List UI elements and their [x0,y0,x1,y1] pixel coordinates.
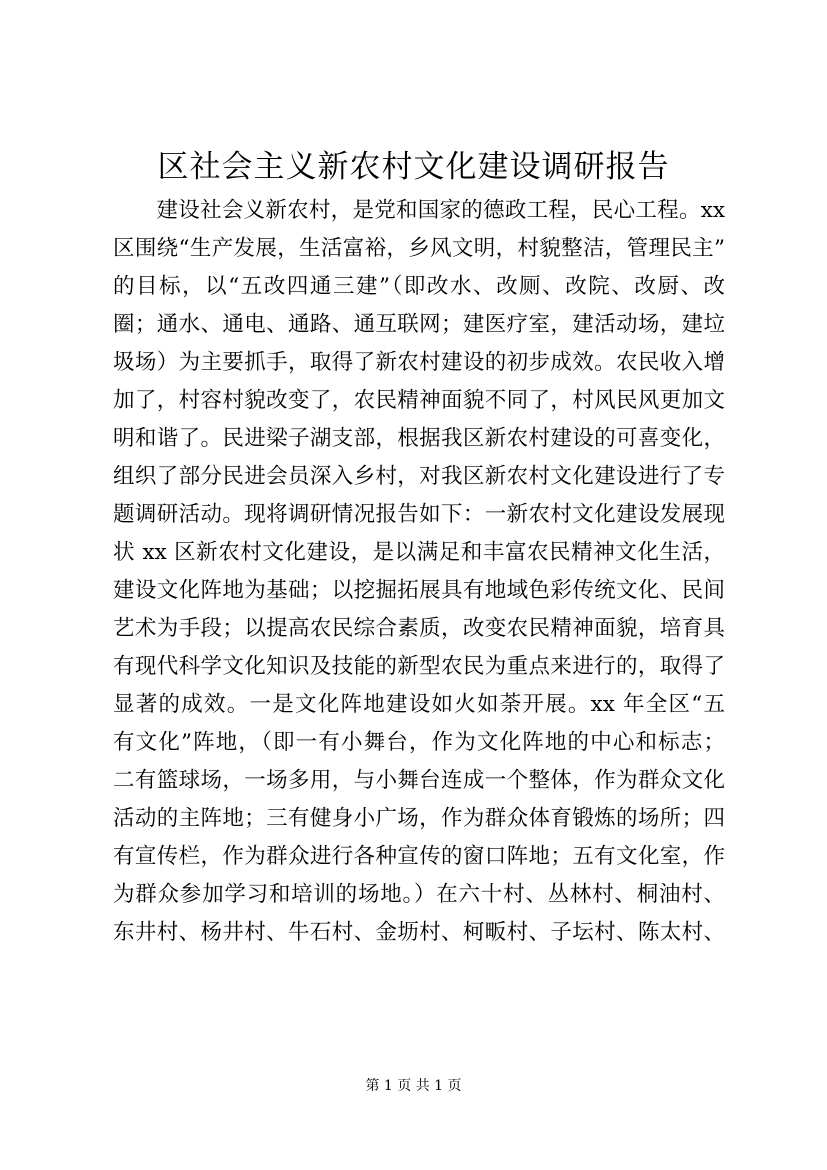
document-title: 区社会主义新农村文化建设调研报告 [157,149,670,185]
body-line-4: 圈；通水、通电、通路、通互联网；建医疗室，建活动场，建垃 [113,312,725,337]
body-line-6: 加了，村容村貌改变了，农民精神面貌不同了，村风民风更加文 [113,388,725,413]
body-line-13: 有现代科学文化知识及技能的新型农民为重点来进行的，取得了 [113,654,725,679]
document-body [113,192,725,952]
body-line-20: 东井村、杨井村、牛石村、金坜村、柯畈村、子坛村、陈太村、 [113,920,725,945]
body-line-3: 的目标，以“五改四通三建”（即改水、改厕、改院、改厨、改 [113,274,725,299]
body-line-8: 组织了部分民进会员深入乡村，对我区新农村文化建设进行了专 [113,464,725,489]
body-line-17: 活动的主阵地；三有健身小广场，作为群众体育锻炼的场所；四 [113,806,725,831]
body-line-16: 二有篮球场，一场多用，与小舞台连成一个整体，作为群众文化 [113,768,725,793]
page-footer: 第 1 页 共 1 页 [365,1078,462,1094]
body-line-9: 题调研活动。现将调研情况报告如下：一新农村文化建设发展现 [113,502,725,527]
body-line-12: 艺术为手段；以提高农民综合素质，改变农民精神面貌，培育具 [113,616,725,641]
body-line-18: 有宣传栏，作为群众进行各种宣传的窗口阵地；五有文化室，作 [113,844,725,869]
body-line-1: 建设社会义新农村，是党和国家的德政工程，民心工程。xx [113,198,725,223]
body-line-14: 显著的成效。一是文化阵地建设如火如荼开展。xx 年全区“五 [113,692,725,717]
body-line-19: 为群众参加学习和培训的场地。）在六十村、丛林村、桐油村、 [113,882,725,907]
body-line-10: 状 xx 区新农村文化建设，是以满足和丰富农民精神文化生活， [113,540,725,565]
body-line-5: 圾场）为主要抓手，取得了新农村建设的初步成效。农民收入增 [113,350,725,375]
body-line-11: 建设文化阵地为基础；以挖掘拓展具有地域色彩传统文化、民间 [113,578,725,603]
body-line-15: 有文化”阵地，（即一有小舞台，作为文化阵地的中心和标志； [113,730,725,755]
body-line-7: 明和谐了。民进梁子湖支部，根据我区新农村建设的可喜变化， [113,426,725,451]
body-line-2: 区围绕“生产发展，生活富裕，乡风文明，村貌整洁，管理民主” [113,236,725,261]
